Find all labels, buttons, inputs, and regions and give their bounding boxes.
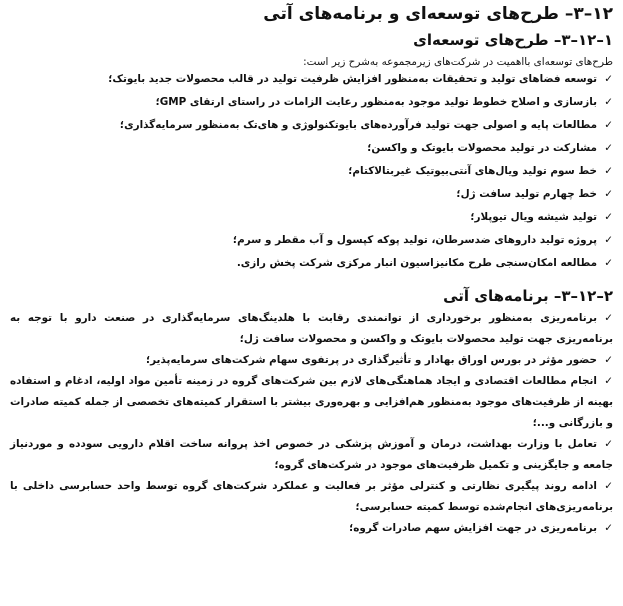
list-item: ✓ مطالعه امکان‌سنجی طرح مکانیزاسیون انبار مرکزی شرکت پخش رازی. (10, 255, 613, 272)
check-mark-icon: ✓ (604, 312, 613, 324)
check-mark-icon: ✓ (604, 165, 613, 177)
check-mark-icon: ✓ (604, 211, 613, 223)
check-mark-icon: ✓ (604, 96, 613, 108)
main-heading: ۱۲–۳– طرح‌های توسعه‌ای و برنامه‌های آتی (263, 4, 613, 24)
check-mark-icon: ✓ (604, 354, 613, 366)
check-mark-icon: ✓ (604, 438, 613, 450)
list-item: ✓ خط چهارم تولید سافت ژل؛ (10, 186, 613, 203)
list-item: ✓ بازسازی و اصلاح خطوط تولید موجود به‌منظور رعایت الزامات در راستای ارتقای GMP؛ (10, 94, 613, 111)
check-mark-icon: ✓ (604, 480, 613, 492)
section1-intro: طرح‌های توسعه‌ای بااهمیت در شرکت‌های زیرمجموعه به‌شرح زیر است: (303, 56, 613, 68)
check-mark-icon: ✓ (604, 119, 613, 131)
check-mark-icon: ✓ (604, 257, 613, 269)
section2-list (10, 308, 613, 539)
list-item: ✓تعامل با وزارت بهداشت، درمان و آموزش پزشکی در خصوص اخذ پروانه ساخت اقلام دارویی سودده و موردنیاز جامعه و جایگزینی و تکمیل ظرفیت‌های موجود در شرکت‌های گروه؛ (10, 434, 613, 476)
list-item: ✓ خط سوم تولید ویال‌های آنتی‌بیوتیک غیربتالاکتام؛ (10, 163, 613, 180)
list-item: ✓برنامه‌ریزی به‌منظور برخورداری از توانمندی رقابت با هلدینگ‌های سرمایه‌گذاری در صنعت دارو با توجه به برنامه‌ریزی جهت تولید محصولات بایوتک و واکسن و محصولات سافت ژل؛ (10, 308, 613, 350)
check-mark-icon: ✓ (604, 234, 613, 246)
list-item: ✓ادامه روند پیگیری نظارتی و کنترلی مؤثر بر فعالیت و عملکرد شرکت‌های گروه توسط واحد حسابرسی داخلی با برنامه‌ریزی‌های انجام‌شده توسط کمیته حسابرسی؛ (10, 476, 613, 518)
section1-list (10, 71, 613, 272)
list-item: ✓ مشارکت در تولید محصولات بایوتک و واکسن؛ (10, 140, 613, 157)
list-item: ✓برنامه‌ریزی در جهت افزایش سهم صادرات گروه؛ (10, 518, 613, 539)
list-item: ✓ توسعه فضاهای تولید و تحقیقات به‌منظور افزایش ظرفیت تولید در قالب محصولات جدید بایوتک؛ (10, 71, 613, 88)
section1-heading: ۱–۱۲–۳– طرح‌های توسعه‌ای (413, 31, 613, 49)
list-item: ✓حضور مؤثر در بورس اوراق بهادار و تأثیرگذاری در پرتفوی سهام شرکت‌های سرمایه‌پذیر؛ (10, 350, 613, 371)
check-mark-icon: ✓ (604, 188, 613, 200)
section2-heading: ۲–۱۲–۳– برنامه‌های آتی (443, 287, 613, 305)
list-item: ✓ مطالعات پایه و اصولی جهت تولید فرآورده‌های بایوتکنولوژی و های‌تک به‌منظور سرمایه‌گذاری؛ (10, 117, 613, 134)
check-mark-icon: ✓ (604, 73, 613, 85)
list-item: ✓ تولید شیشه ویال تیوپلار؛ (10, 209, 613, 226)
check-mark-icon: ✓ (604, 522, 613, 534)
check-mark-icon: ✓ (604, 375, 613, 387)
check-mark-icon: ✓ (604, 142, 613, 154)
list-item: ✓انجام مطالعات اقتصادی و ایجاد هماهنگی‌های لازم بین شرکت‌های گروه در زمینه تأمین مواد اولیه، ادغام و استفاده بهینه از ظرفیت‌های موجود به‌منظور هم‌افزایی و بهره‌وری بیشتر با استقرار کمیته‌های تخصصی از جمله کمیته صادرات و بازرگانی و...؛ (10, 371, 613, 434)
list-item: ✓ پروژه تولید داروهای ضدسرطان، تولید پوکه کپسول و آب مقطر و سرم؛ (10, 232, 613, 249)
